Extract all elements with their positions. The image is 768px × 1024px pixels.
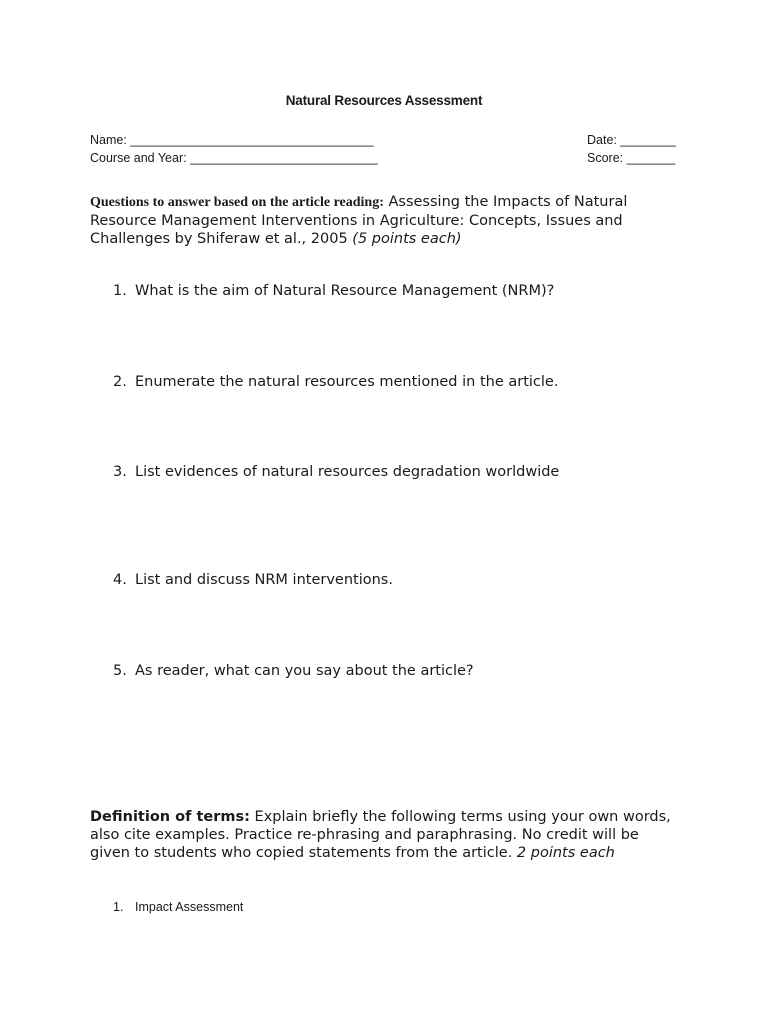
question-text: List evidences of natural resources degradation worldwide xyxy=(135,464,560,480)
question-text: What is the aim of Natural Resource Management (NRM)? xyxy=(135,283,555,299)
course-year-field: Course and Year: ___________________________ xyxy=(90,151,378,165)
definitions-paragraph xyxy=(90,808,680,862)
question-text: As reader, what can you say about the article? xyxy=(135,663,474,679)
question-item xyxy=(113,374,693,390)
score-field: Score: _______ xyxy=(587,151,676,165)
question-item xyxy=(113,572,693,588)
term-text: Impact Assessment xyxy=(135,900,244,914)
question-item xyxy=(113,464,693,480)
term-number: 1. xyxy=(113,900,124,914)
definitions-instructions: Explain briefly the following terms using your own words, also cite examples. Practice re-phrasing and paraphrasing. No credit will be given to students who copied statements from the article. xyxy=(90,809,671,861)
page-title: Natural Resources Assessment xyxy=(285,93,483,108)
question-item xyxy=(113,283,693,299)
question-text: List and discuss NRM interventions. xyxy=(135,572,393,588)
name-field: Name: ___________________________________ xyxy=(90,133,374,147)
question-item xyxy=(113,663,693,679)
question-number: 2. xyxy=(113,374,127,390)
question-text: Enumerate the natural resources mentioned in the article. xyxy=(135,374,559,390)
article-citation: Assessing the Impacts of Natural Resource Management Interventions in Agriculture: Concepts, Issues and Challenges by Shiferaw et al., 2005 xyxy=(90,194,628,247)
question-number: 1. xyxy=(113,283,127,299)
question-number: 5. xyxy=(113,663,127,679)
definitions-lead: Definition of terms: xyxy=(90,809,250,825)
instructions-paragraph xyxy=(90,193,680,248)
term-item xyxy=(113,900,243,914)
instructions-lead: Questions to answer based on the article reading: xyxy=(90,195,384,210)
definitions-points-note: 2 points each xyxy=(516,845,615,861)
date-field: Date: ________ xyxy=(587,133,676,147)
question-number: 4. xyxy=(113,572,127,588)
points-note: (5 points each) xyxy=(352,231,462,247)
question-number: 3. xyxy=(113,464,127,480)
